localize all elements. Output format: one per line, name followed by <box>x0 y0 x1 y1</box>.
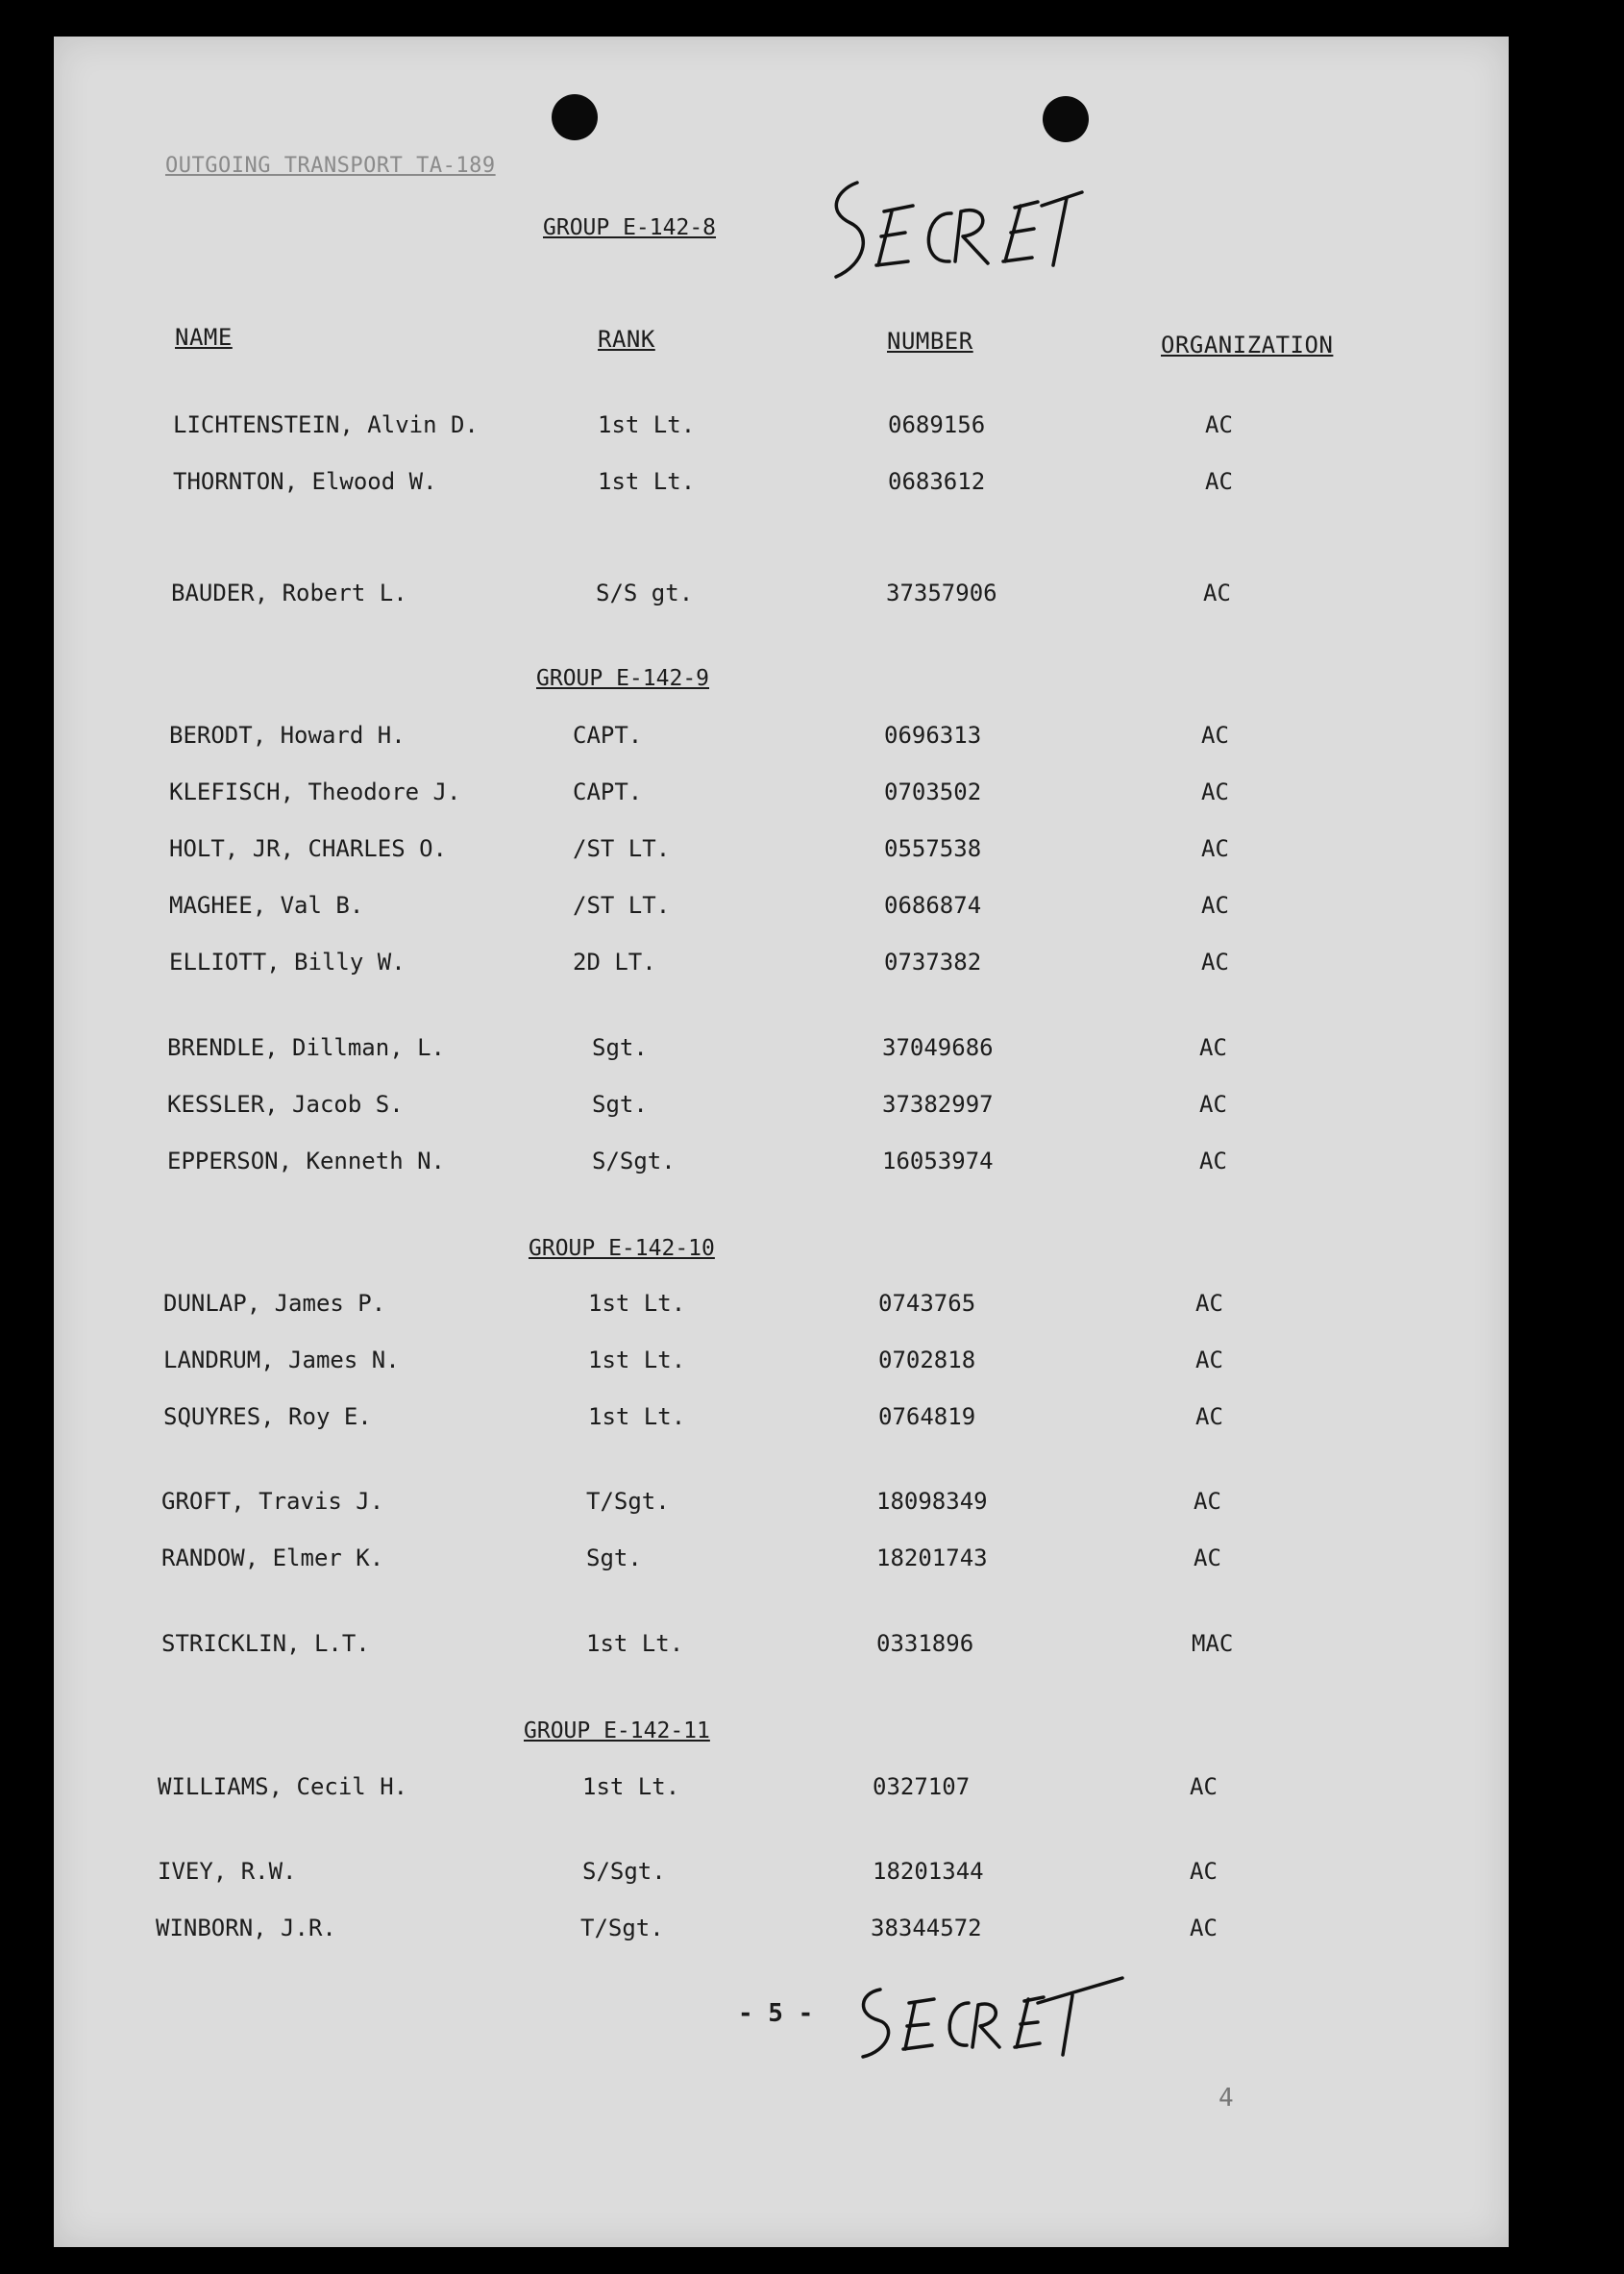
cell-org: MAC <box>1192 1630 1234 1657</box>
cell-rank: 1st Lt. <box>588 1290 686 1317</box>
table-row <box>0 722 1624 760</box>
table-row <box>0 892 1624 930</box>
cell-rank: S/Sgt. <box>582 1858 666 1885</box>
cell-name: EPPERSON, Kenneth N. <box>167 1148 445 1174</box>
cell-org: AC <box>1195 1347 1223 1373</box>
cell-number: 0331896 <box>876 1630 974 1657</box>
page-number: - 5 - <box>738 1999 814 2028</box>
cell-number: 37382997 <box>882 1091 994 1118</box>
table-row <box>0 468 1624 507</box>
cell-rank: Sgt. <box>586 1545 642 1571</box>
cell-name: STRICKLIN, L.T. <box>161 1630 370 1657</box>
cell-rank: /ST LT. <box>573 892 671 919</box>
cell-number: 0702818 <box>878 1347 976 1373</box>
cell-org: AC <box>1201 722 1229 749</box>
cell-number: 0327107 <box>873 1773 971 1800</box>
cell-name: THORNTON, Elwood W. <box>173 468 437 495</box>
cell-number: 0696313 <box>884 722 982 749</box>
cell-name: WILLIAMS, Cecil H. <box>158 1773 408 1800</box>
cell-rank: 1st Lt. <box>598 468 696 495</box>
punch-hole-left <box>552 94 598 140</box>
cell-org: AC <box>1195 1403 1223 1430</box>
group-title: GROUP E-142-11 <box>524 1718 710 1743</box>
cell-org: AC <box>1201 779 1229 805</box>
table-row <box>0 779 1624 817</box>
table-row <box>0 1488 1624 1526</box>
cell-number: 0764819 <box>878 1403 976 1430</box>
cell-rank: Sgt. <box>592 1034 648 1061</box>
cell-rank: T/Sgt. <box>580 1915 664 1941</box>
cell-org: AC <box>1199 1091 1227 1118</box>
cell-name: KLEFISCH, Theodore J. <box>169 779 461 805</box>
table-row <box>0 1858 1624 1896</box>
cell-rank: 2D LT. <box>573 949 656 976</box>
table-row <box>0 1148 1624 1186</box>
cell-name: BERODT, Howard H. <box>169 722 406 749</box>
cell-org: AC <box>1201 892 1229 919</box>
cell-number: 0689156 <box>888 411 986 438</box>
punch-hole-right <box>1043 96 1089 142</box>
cell-rank: Sgt. <box>592 1091 648 1118</box>
cell-name: SQUYRES, Roy E. <box>163 1403 372 1430</box>
cell-rank: 1st Lt. <box>588 1403 686 1430</box>
table-row <box>0 1403 1624 1442</box>
cell-org: AC <box>1203 580 1231 606</box>
cell-name: MAGHEE, Val B. <box>169 892 364 919</box>
cell-org: AC <box>1205 468 1233 495</box>
cell-rank: 1st Lt. <box>586 1630 684 1657</box>
cell-rank: 1st Lt. <box>588 1347 686 1373</box>
cell-number: 18098349 <box>876 1488 988 1515</box>
cell-org: AC <box>1193 1545 1221 1571</box>
group-title: GROUP E-142-10 <box>529 1236 715 1261</box>
cell-name: KESSLER, Jacob S. <box>167 1091 404 1118</box>
cell-org: AC <box>1190 1915 1218 1941</box>
group-title: GROUP E-142-8 <box>543 215 717 240</box>
cell-rank: S/Sgt. <box>592 1148 676 1174</box>
cell-org: AC <box>1201 949 1229 976</box>
cell-number: 16053974 <box>882 1148 994 1174</box>
group-title: GROUP E-142-9 <box>536 666 710 691</box>
cell-org: AC <box>1205 411 1233 438</box>
cell-name: DUNLAP, James P. <box>163 1290 386 1317</box>
cell-rank: S/S gt. <box>596 580 694 606</box>
table-row <box>0 1034 1624 1073</box>
cell-name: BRENDLE, Dillman, L. <box>167 1034 445 1061</box>
table-row <box>0 949 1624 987</box>
cell-rank: CAPT. <box>573 779 643 805</box>
table-row <box>0 1915 1624 1953</box>
cell-number: 0557538 <box>884 835 982 862</box>
cell-number: 0737382 <box>884 949 982 976</box>
cell-number: 0686874 <box>884 892 982 919</box>
cell-number: 18201344 <box>873 1858 984 1885</box>
cell-org: AC <box>1199 1034 1227 1061</box>
cell-name: GROFT, Travis J. <box>161 1488 384 1515</box>
table-row <box>0 1091 1624 1129</box>
cell-number: 37049686 <box>882 1034 994 1061</box>
cell-rank: CAPT. <box>573 722 643 749</box>
column-header-rank: RANK <box>598 326 655 353</box>
cell-org: AC <box>1193 1488 1221 1515</box>
cell-number: 18201743 <box>876 1545 988 1571</box>
cell-rank: 1st Lt. <box>598 411 696 438</box>
cell-rank: T/Sgt. <box>586 1488 670 1515</box>
cell-name: IVEY, R.W. <box>158 1858 297 1885</box>
cell-name: ELLIOTT, Billy W. <box>169 949 406 976</box>
table-row <box>0 1290 1624 1328</box>
cell-number: 0703502 <box>884 779 982 805</box>
faint-header: OUTGOING TRANSPORT TA-189 <box>165 154 496 178</box>
cell-name: RANDOW, Elmer K. <box>161 1545 384 1571</box>
cell-name: BAUDER, Robert L. <box>171 580 407 606</box>
cell-name: HOLT, JR, CHARLES O. <box>169 835 447 862</box>
cell-rank: 1st Lt. <box>582 1773 680 1800</box>
cell-name: LICHTENSTEIN, Alvin D. <box>173 411 479 438</box>
table-row <box>0 411 1624 450</box>
table-row <box>0 1773 1624 1812</box>
table-row <box>0 580 1624 618</box>
cell-name: LANDRUM, James N. <box>163 1347 400 1373</box>
cell-org: AC <box>1201 835 1229 862</box>
column-header-name: NAME <box>175 324 233 351</box>
table-row <box>0 835 1624 874</box>
column-header-number: NUMBER <box>887 328 973 355</box>
cell-number: 37357906 <box>886 580 997 606</box>
cell-org: AC <box>1190 1858 1218 1885</box>
column-header-organization: ORGANIZATION <box>1161 332 1334 358</box>
cell-org: AC <box>1199 1148 1227 1174</box>
cell-org: AC <box>1195 1290 1223 1317</box>
secret-stamp-bottom <box>846 1970 1124 2066</box>
cell-number: 0683612 <box>888 468 986 495</box>
cell-org: AC <box>1190 1773 1218 1800</box>
table-row <box>0 1545 1624 1583</box>
corner-mark: 4 <box>1218 2084 1234 2113</box>
table-row <box>0 1347 1624 1385</box>
cell-number: 0743765 <box>878 1290 976 1317</box>
table-row <box>0 1630 1624 1668</box>
secret-stamp-top <box>798 173 1086 288</box>
cell-number: 38344572 <box>871 1915 982 1941</box>
cell-name: WINBORN, J.R. <box>156 1915 336 1941</box>
cell-rank: /ST LT. <box>573 835 671 862</box>
